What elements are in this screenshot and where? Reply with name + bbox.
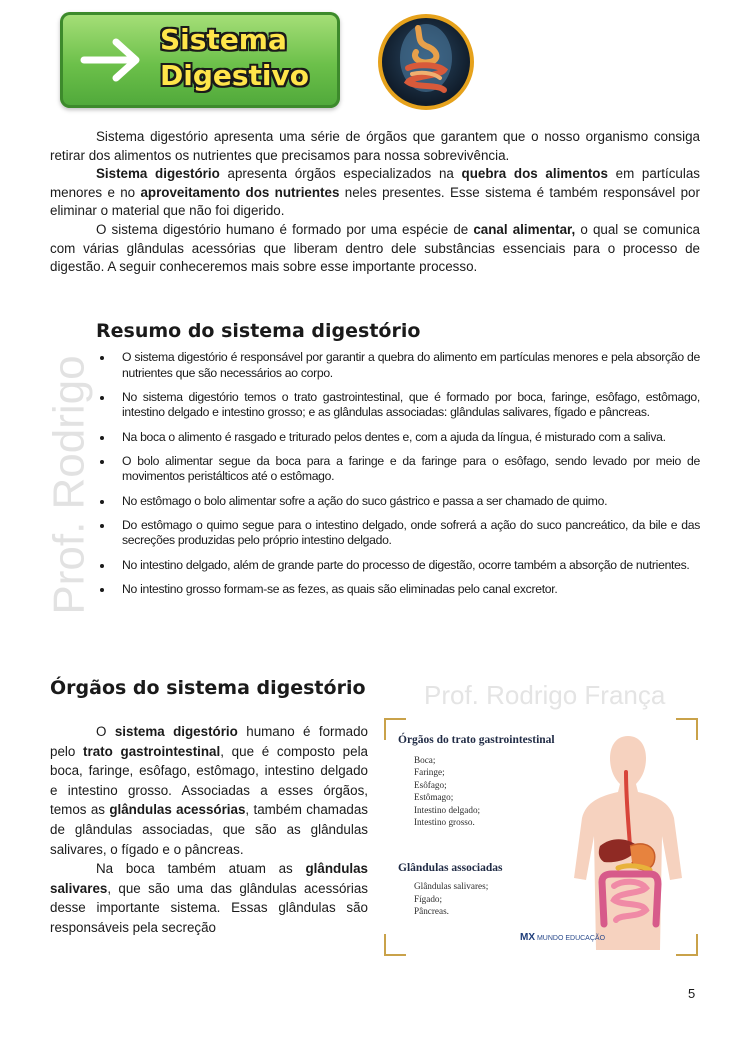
intro-p2-text-3: neles presentes. Esse sistema é também responsável por eliminar o material que não foi digerido.	[50, 184, 700, 219]
figure-list-tract	[414, 754, 480, 828]
resumo-item: O bolo alimentar segue da boca para a faringe e da faringe para o esôfago, sendo levado por meio de movimentos peristálticos até o estômago.	[100, 454, 700, 485]
intro-p2-bold-2: quebra dos alimentos	[461, 166, 608, 182]
watermark-vertical: Prof. Rodrigo	[44, 355, 94, 615]
intro-p2-bold-1: Sistema digestório	[96, 166, 220, 182]
logo-mark: MX	[520, 932, 535, 943]
resumo-item: Do estômago o quimo segue para o intestino delgado, onde sofrerá a ação do suco pancreático, da bile e das secreções produzidas pelo próprio intestino delgado.	[100, 518, 700, 549]
orgaos-paragraph-2	[50, 859, 368, 937]
figure-list-item: Pâncreas.	[414, 906, 449, 917]
figure-list-item: Boca;	[414, 755, 436, 765]
orgaos-paragraph-1	[50, 722, 368, 859]
digestive-system-figure	[384, 718, 698, 956]
header-banner	[60, 12, 340, 108]
intro-paragraph-3	[50, 221, 700, 277]
mundo-educacao-logo	[520, 932, 605, 943]
intro-paragraph-1: Sistema digestório apresenta uma série de órgãos que garantem que o nosso organismo consiga retirar dos alimentos os nutrientes que precisamos para nossa sobrevivência.	[50, 129, 700, 163]
resumo-heading: Resumo do sistema digestório	[96, 320, 421, 342]
orgaos-p1-text-2: humano é formado pelo	[50, 724, 369, 759]
figure-list-item: Glândulas salivares;	[414, 881, 489, 891]
intro-p2-bold-3: aproveitamento dos nutrientes	[140, 184, 340, 200]
figure-heading-tract: Órgãos do trato gastrointestinal	[398, 734, 555, 746]
orgaos-p1-text-4: , também chamadas de glândulas associadas, que são as glândulas salivares, o fígado e o pâncreas.	[50, 802, 368, 857]
orgaos-p2-text-2: , que são uma das glândulas acessórias desse importante sistema. Essas glândulas são responsáveis pela secreção	[50, 880, 368, 935]
orgaos-p2-bold-1: glândulas salivares	[50, 861, 368, 896]
figure-list-item: Faringe;	[414, 767, 445, 778]
figure-list-item: Estômago;	[414, 792, 454, 803]
resumo-item: No intestino delgado, além de grande parte do processo de digestão, ocorre também a absorção de nutrientes.	[100, 558, 700, 574]
figure-content	[398, 734, 688, 948]
intro-p2-text-1: apresenta órgãos especializados na	[219, 166, 462, 182]
resumo-list	[100, 350, 700, 606]
orgaos-p1-text-1: O	[96, 724, 115, 739]
intro-p3-bold-1: canal alimentar,	[473, 221, 576, 237]
figure-list-glands	[414, 880, 488, 918]
banner-title-line2: Digestivo	[160, 59, 310, 92]
resumo-item: No estômago o bolo alimentar sofre a ação do suco gástrico e passa a ser chamado de quimo.	[100, 494, 700, 510]
human-body-digestive-icon	[566, 728, 690, 950]
figure-list-item: Esôfago;	[414, 779, 447, 790]
resumo-item: Na boca o alimento é rasgado e triturado pelos dentes e, com a ajuda da língua, é misturado com a saliva.	[100, 430, 700, 446]
resumo-item: No intestino grosso formam-se as fezes, as quais são eliminadas pelo canal excretor.	[100, 582, 700, 598]
intro-p2-text-2: em partículas menores e no	[50, 166, 700, 200]
orgaos-heading: Órgãos do sistema digestório	[50, 677, 366, 699]
orgaos-p2-text-1: Na boca também atuam as	[96, 861, 306, 877]
figure-list-item: Fígado;	[414, 893, 443, 904]
intro-p3-text-1: O sistema digestório humano é formado por uma espécie de	[96, 221, 474, 237]
page-number: 5	[688, 986, 696, 1001]
intro-text	[50, 128, 700, 277]
intro-paragraph-2	[50, 165, 700, 221]
figure-list-item: Intestino delgado;	[414, 804, 481, 815]
resumo-item: O sistema digestório é responsável por garantir a quebra do alimento em partículas menores e pela absorção de nutrientes que são necessários ao corpo.	[100, 350, 700, 381]
digestive-illustration-icon	[378, 14, 474, 110]
logo-text: MUNDO EDUCAÇÃO	[536, 935, 606, 942]
figure-list-item: Intestino grosso.	[414, 817, 475, 828]
banner-title-line1: Sistema	[160, 23, 287, 56]
resumo-item: No sistema digestório temos o trato gastrointestinal, que é formado por boca, faringe, esôfago, estômago, intestino delgado e intestino grosso; e as glândulas associadas: glândulas salivares, fígado e pâncreas.	[100, 390, 700, 421]
orgaos-p1-bold-3: glândulas acessórias	[109, 802, 246, 818]
orgaos-p1-bold-2: trato gastrointestinal	[83, 743, 221, 759]
figure-heading-glands: Glândulas associadas	[398, 862, 503, 874]
orgaos-p1-text-3: , que é composto pela boca, faringe, esôfago, estômago, intestino delgado e intestino grosso. Associadas a esses órgãos, temos as	[50, 743, 368, 818]
banner-title	[160, 22, 336, 94]
intro-p3-text-2: o qual se comunica com várias glândulas acessórias que liberam dentro dele substâncias essenciais para o processo de digestão. A seguir conheceremos mais sobre esse importante processo.	[50, 221, 700, 275]
watermark-horizontal: Prof. Rodrigo França	[424, 680, 666, 710]
arrow-right-icon	[78, 32, 148, 88]
orgaos-text	[50, 722, 368, 938]
orgaos-p1-bold-1: sistema digestório	[114, 724, 238, 739]
